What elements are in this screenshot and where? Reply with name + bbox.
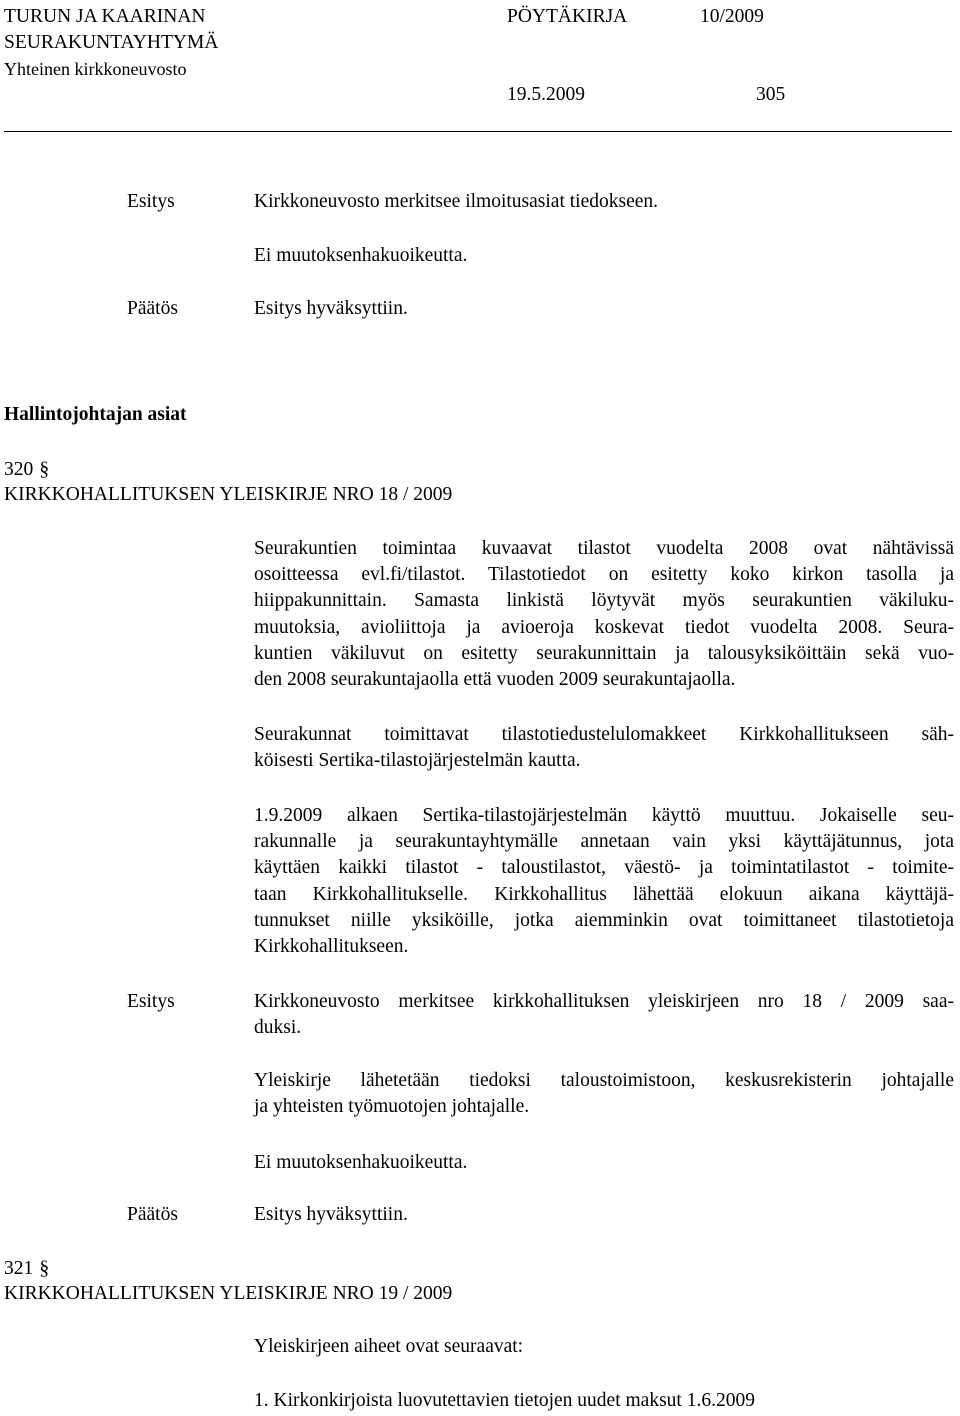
paragraph-line: hiippakunnittain. Samasta linkistä löytyvät myös seurakuntien väkiluku- — [254, 590, 954, 612]
paragraph-line: rakunnalle ja seurakuntayhtymälle annetaan vain yksi käyttäjätunnus, jota — [254, 831, 954, 853]
paragraph-line: muutoksia, avioliittoja ja avioeroja koskevat tiedot vuodelta 2008. Seura- — [254, 616, 954, 638]
header-org-line1: TURUN JA KAARINAN — [4, 6, 206, 27]
header-doc-type: PÖYTÄKIRJA — [507, 6, 628, 27]
item-320-paatos-label: Päätös — [127, 1204, 178, 1225]
header-page-number: 305 — [756, 84, 786, 105]
paragraph-line: Kirkkoneuvosto merkitsee kirkkohallituksen yleiskirjeen nro 18 / 2009 saa- — [254, 991, 954, 1012]
section-heading: Hallintojohtajan asiat — [4, 404, 187, 425]
item-321-number: 321 — [4, 1258, 34, 1279]
header-org-line3: Yhteinen kirkkoneuvosto — [4, 59, 187, 79]
paragraph-line: käyttäen kaikki tilastot - taloustilastot, väestö- ja toimintatilastot - toimite- — [254, 857, 954, 879]
item-320-paragraph-2 — [254, 722, 954, 774]
item-320-esitys-label: Esitys — [127, 991, 175, 1012]
paragraph-line: taan Kirkkohallitukselle. Kirkkohallitus lähettää elokuun aikana käyttäjä- — [254, 883, 954, 905]
item-321-number-line — [4, 1255, 49, 1282]
paragraph-line: duksi. — [254, 1017, 302, 1039]
paragraph-line: den 2008 seurakuntajaolla että vuoden 2009 seurakuntajaolla. — [254, 668, 736, 690]
item-320-no-appeal: Ei muutoksenhakuoikeutta. — [254, 1152, 468, 1173]
item-321-list-item-1: 1. Kirkonkirjoista luovutettavien tietojen uudet maksut 1.6.2009 — [254, 1390, 755, 1411]
paragraph-line: köisesti Sertika-tilastojärjestelmän kautta. — [254, 750, 581, 772]
paragraph-line: Seurakuntien toimintaa kuvaavat tilastot vuodelta 2008 ovat nähtävissä — [254, 538, 954, 559]
item-320-number-line — [4, 456, 49, 483]
esitys-label: Esitys — [127, 191, 175, 212]
paragraph-line: Seurakunnat toimittavat tilastotiedustelulomakkeet Kirkkohallitukseen säh- — [254, 724, 954, 745]
item-320-paatos-text: Esitys hyväksyttiin. — [254, 1204, 408, 1225]
no-appeal-text: Ei muutoksenhakuoikeutta. — [254, 245, 468, 266]
item-321-title: KIRKKOHALLITUKSEN YLEISKIRJE NRO 19 / 2009 — [4, 1283, 453, 1304]
paragraph-line: 1.9.2009 alkaen Sertika-tilastojärjestelmän käyttö muuttuu. Jokaiselle seu- — [254, 805, 954, 826]
esitys-text: Kirkkoneuvosto merkitsee ilmoitusasiat tiedokseen. — [254, 191, 659, 212]
item-320-paragraph-1 — [254, 536, 954, 693]
item-320-number: 320 — [4, 459, 34, 480]
paragraph-line: Yleiskirje lähetetään tiedoksi taloustoimistoon, keskusrekisterin johtajalle — [254, 1070, 954, 1091]
item-321-intro: Yleiskirjeen aiheet ovat seuraavat: — [254, 1336, 524, 1357]
paragraph-line: osoitteessa evl.fi/tilastot. Tilastotiedot on esitetty koko kirkon tasolla ja — [254, 564, 954, 586]
paragraph-line: kuntien väkiluvut on esitetty seurakunnittain ja talousyksiköittäin sekä vuo- — [254, 642, 954, 664]
header-date: 19.5.2009 — [507, 84, 585, 105]
item-320-paragraph-3 — [254, 803, 954, 960]
paragraph-line: Kirkkohallitukseen. — [254, 935, 409, 957]
header-org-line2: SEURAKUNTAYHTYMÄ — [4, 32, 219, 53]
paatos-label: Päätös — [127, 298, 178, 319]
paragraph-line: ja yhteisten työmuotojen johtajalle. — [254, 1096, 530, 1118]
paatos-text: Esitys hyväksyttiin. — [254, 298, 408, 319]
section-sign-icon: § — [39, 458, 50, 480]
paragraph-line: tunnukset niille yksiköille, jotka aiemminkin ovat toimittaneet tilastotietoja — [254, 909, 954, 931]
header-doc-number: 10/2009 — [700, 6, 764, 27]
item-320-paragraph-4 — [254, 1068, 954, 1120]
header-rule — [4, 131, 952, 132]
item-320-title: KIRKKOHALLITUKSEN YLEISKIRJE NRO 18 / 2009 — [4, 484, 453, 505]
item-320-esitys-text — [254, 989, 954, 1041]
section-sign-icon: § — [39, 1257, 50, 1279]
